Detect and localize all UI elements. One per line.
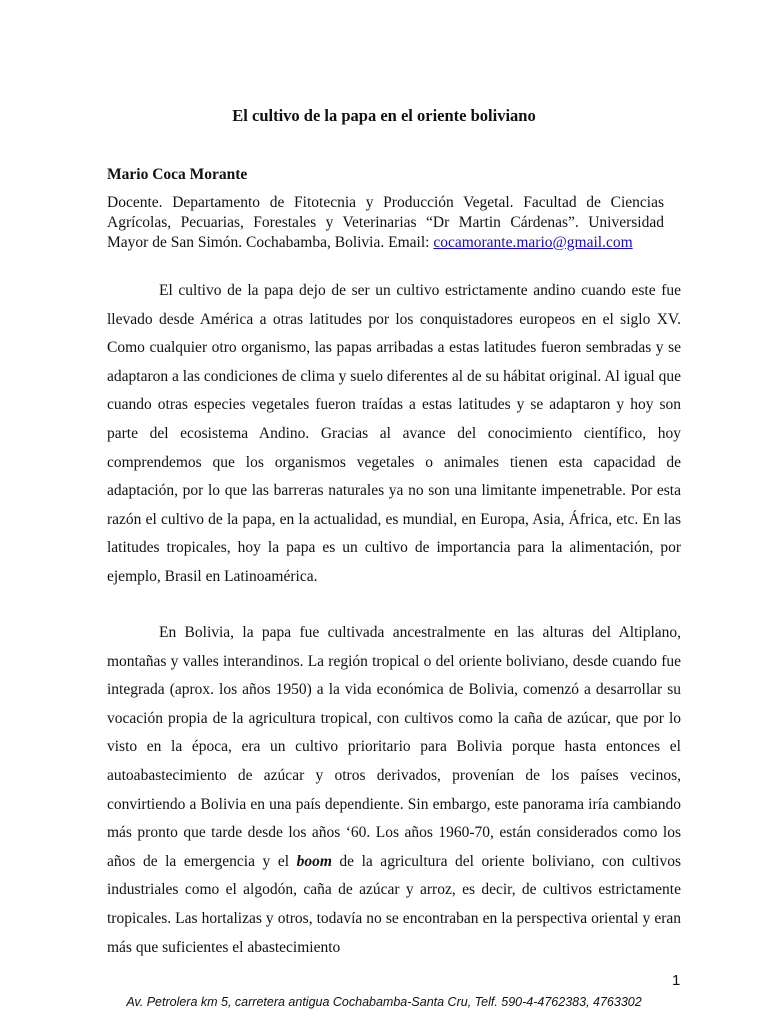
email-link[interactable]: cocamorante.mario@gmail.com [433,234,633,251]
affiliation-text: Docente. Departamento de Fitotecnia y Producción Vegetal. Facultad de Ciencias Agrícolas, Pecuarias, Forestales y Veterinarias “Dr Martin Cárdenas”. Universidad Mayor de San Simón. Cochabamba, Bolivia. Email: [107,194,664,251]
page-footer: Av. Petrolera km 5, carretera antigua Cochabamba-Santa Cru, Telf. 590-4-4762383, 4763302 [126,995,642,1009]
document-title: El cultivo de la papa en el oriente boliviano [232,106,536,125]
paragraph-1 [107,277,681,592]
author-name: Mario Coca Morante [107,166,248,183]
paragraph-2-text-end: de la agricultura del oriente boliviano, con cultivos industriales como el algodón, caña de azúcar y arroz, es decir, de cultivos estrictamente tropicales. Las hortalizas y otros, todavía no se encontraban en la perspectiva oriental y eran más que suficientes el abastecimiento [107,852,681,956]
emphasis-boom: boom [296,852,332,870]
page-number: 1 [672,972,681,989]
author-affiliation [107,193,664,253]
paragraph-1-text: El cultivo de la papa dejo de ser un cultivo estrictamente andino cuando este fue llevado desde América a otras latitudes por los conquistadores europeos en el siglo XV. Como cualquier otro organismo, las papas arribadas a estas latitudes fueron sembradas y se adaptaron a las condiciones de clima y suelo diferentes al de su hábitat original. Al igual que cuando otras especies vegetales fueron traídas a estas latitudes y se adaptaron y hoy son parte del ecosistema Andino. Gracias al avance del conocimiento científico, hoy comprendemos que los organismos vegetales o animales tienen esta capacidad de adaptación, por lo que las barreras naturales ya no son una limitante impenetrable. Por esta razón el cultivo de la papa, en la actualidad, es mundial, en Europa, Asia, África, etc. En las latitudes tropicales, hoy la papa es un cultivo de importancia para la alimentación, por ejemplo, Brasil en Latinoamérica. [107,282,681,585]
paragraph-2-text-start: En Bolivia, la papa fue cultivada ancestralmente en las alturas del Altiplano, montañas y valles interandinos. La región tropical o del oriente boliviano, desde cuando fue integrada (aprox. los años 1950) a la vida económica de Bolivia, comenzó a desarrollar su vocación propia de la agricultura tropical, con cultivos como la caña de azúcar, que por lo visto en la época, era un cultivo prioritario para Bolivia porque hasta entonces el autoabastecimiento de azúcar y otros derivados, provenían de los países vecinos, convirtiendo a Bolivia en una país dependiente. Sin embargo, este panorama iría cambiando más pronto que tarde desde los años ‘60. Los años 1960-70, están considerados como los años de la emergencia y el [107,624,681,870]
paragraph-2 [107,619,681,962]
